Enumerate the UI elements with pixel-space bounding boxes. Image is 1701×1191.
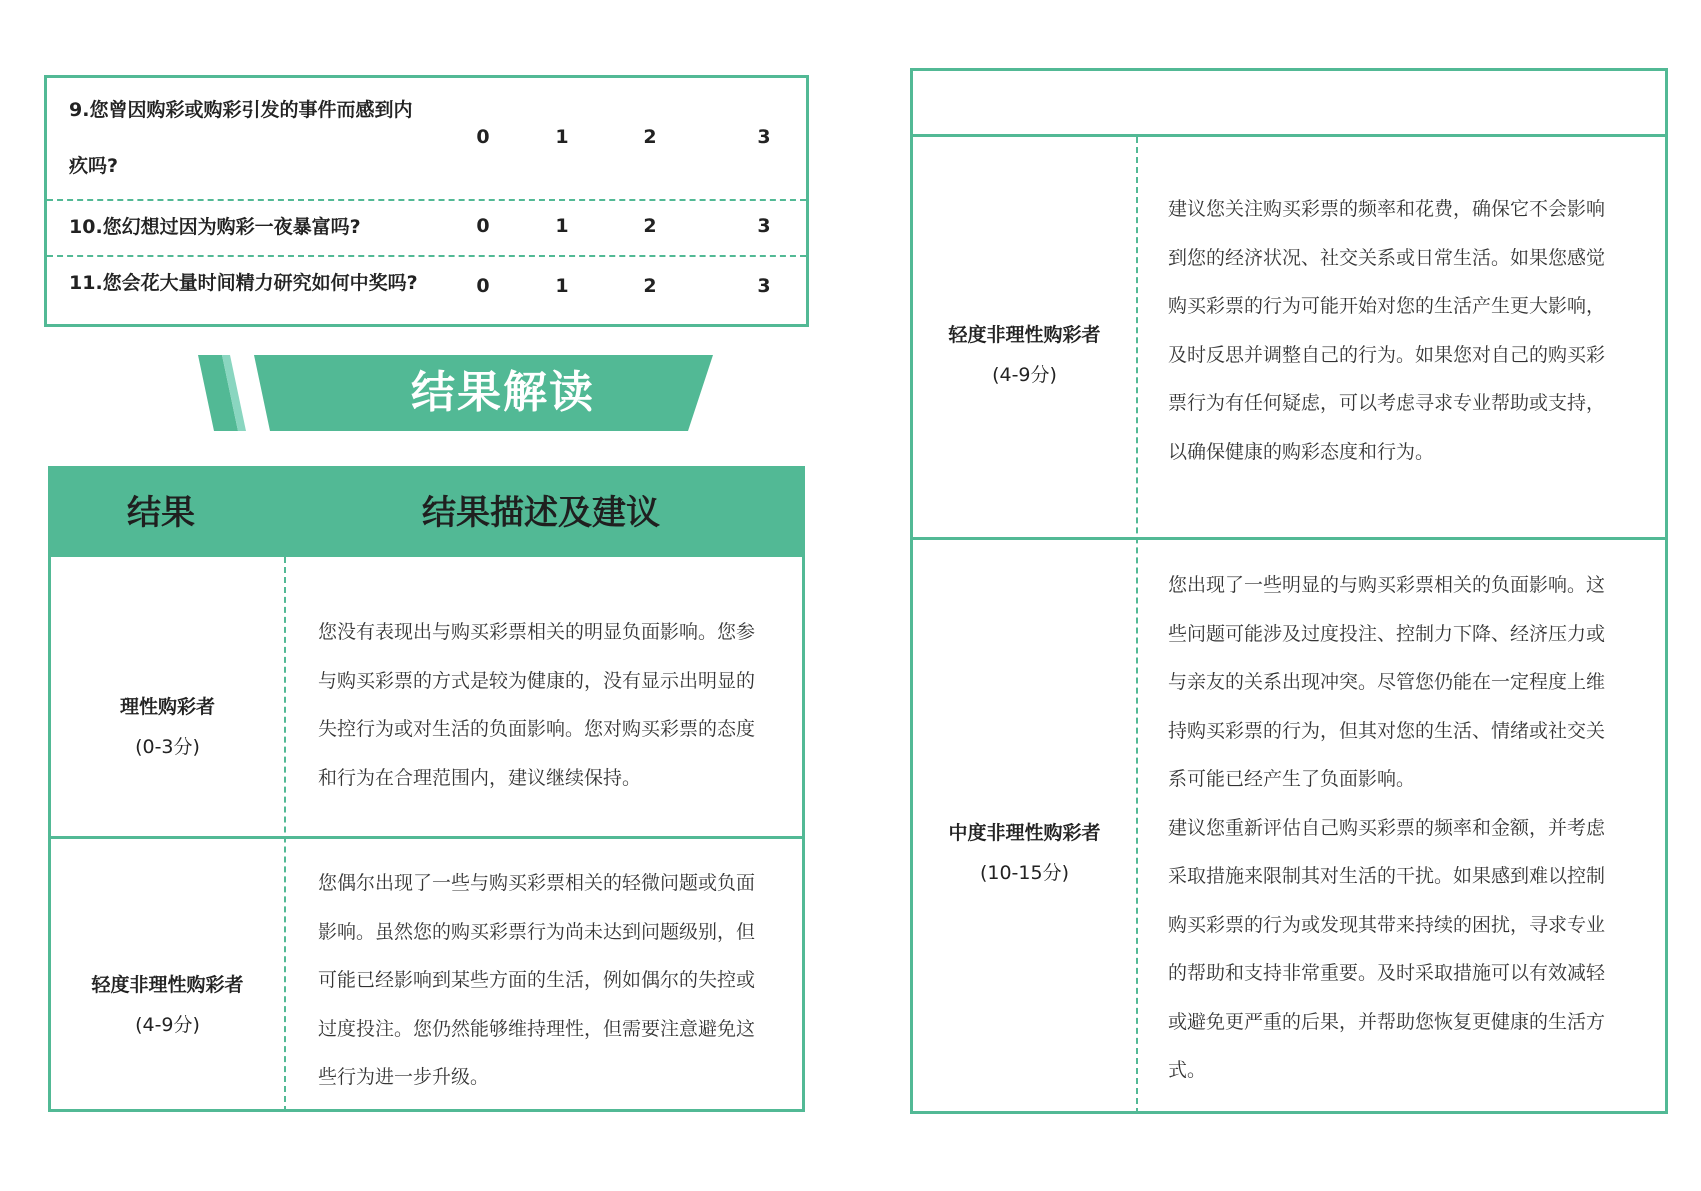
score-option: 3: [757, 215, 771, 237]
row-divider: [913, 537, 1665, 540]
score-option: 1: [555, 275, 569, 297]
result-name: 理性购彩者: [119, 696, 215, 718]
result-label: [51, 965, 284, 1045]
description-line: 您偶尔出现了一些与购买彩票相关的轻微问题或负面: [318, 872, 756, 894]
row-divider: [913, 134, 1665, 137]
score-option: 0: [476, 275, 490, 297]
score-option: 0: [476, 126, 490, 148]
description-line: 购买彩票的行为或发现其带来持续的困扰，寻求专业: [1168, 913, 1606, 936]
header-description: 结果描述及建议: [422, 493, 660, 533]
description-line: 到您的经济状况、社交关系或日常生活。如果您感觉: [1168, 246, 1606, 269]
section-banner: [198, 355, 718, 431]
result-name: 中度非理性购彩者: [948, 822, 1101, 844]
score-option: 1: [555, 126, 569, 148]
description-line: 失控行为或对生活的负面影响。您对购买彩票的态度: [318, 718, 756, 740]
description-line: 和行为在合理范围内，建议继续保持。: [318, 766, 642, 789]
description-line: 建议您关注购买彩票的频率和花费，确保它不会影响: [1168, 198, 1606, 220]
result-name: 轻度非理性购彩者: [91, 974, 244, 996]
result-description: [1168, 561, 1648, 1095]
description-line: 些行为进一步升级。: [318, 1066, 490, 1088]
header-result: 结果: [127, 493, 195, 533]
description-line: 购买彩票的行为可能开始对您的生活产生更大影响，: [1168, 295, 1606, 317]
results-table-continued: [910, 68, 1668, 1114]
result-range: (0-3分): [135, 736, 200, 758]
description-line: 票行为有任何疑虑，可以考虑寻求专业帮助或支持，: [1168, 392, 1606, 414]
score-option: 3: [757, 275, 771, 297]
question-row: [47, 78, 806, 201]
question-text: 9.您曾因购彩或购彩引发的事件而感到内: [69, 99, 413, 121]
results-table: [48, 466, 805, 1112]
result-range: (4-9分): [135, 1014, 200, 1036]
description-line: 与购买彩票的方式是较为健康的，没有显示出明显的: [318, 669, 756, 692]
score-option: 2: [643, 275, 657, 297]
result-description: [318, 608, 788, 802]
description-line: 您没有表现出与购买彩票相关的明显负面影响。您参: [318, 621, 756, 643]
result-range: (4-9分): [992, 364, 1057, 386]
column-divider: [284, 557, 286, 1112]
column-divider: [1136, 137, 1138, 1114]
result-label: [913, 813, 1136, 893]
question-text: 11.您会花大量时间精力研究如何中奖吗?: [69, 272, 418, 294]
question-row: [47, 255, 806, 325]
description-line: 过度投注。您仍然能够维持理性，但需要注意避免这: [318, 1017, 756, 1040]
score-option: 3: [757, 126, 771, 148]
description-line: 持购买彩票的行为，但其对您的生活、情绪或社交关: [1168, 719, 1606, 742]
description-line: 以确保健康的购彩态度和行为。: [1168, 440, 1435, 463]
description-line: 您出现了一些明显的与购买彩票相关的负面影响。这: [1168, 574, 1606, 596]
question-text: 10.您幻想过因为购彩一夜暴富吗?: [69, 216, 361, 238]
description-line: 与亲友的关系出现冲突。尽管您仍能在一定程度上维: [1168, 671, 1606, 693]
description-line: 些问题可能涉及过度投注、控制力下降、经济压力或: [1168, 622, 1606, 645]
result-range: (10-15分): [979, 862, 1070, 884]
score-option: 2: [643, 215, 657, 237]
banner-title: 结果解读: [411, 367, 595, 418]
score-option: 2: [643, 126, 657, 148]
result-label: [913, 315, 1136, 395]
description-line: 影响。虽然您的购买彩票行为尚未达到问题级别，但: [318, 920, 756, 943]
description-line: 式。: [1168, 1059, 1207, 1081]
results-table-header: [51, 469, 802, 557]
description-line: 可能已经影响到某些方面的生活，例如偶尔的失控或: [318, 969, 756, 991]
description-line: 的帮助和支持非常重要。及时采取措施可以有效减轻: [1168, 962, 1606, 984]
row-divider: [51, 836, 802, 839]
score-option: 1: [555, 215, 569, 237]
result-label: [51, 687, 284, 767]
description-line: 及时反思并调整自己的行为。如果您对自己的购买彩: [1168, 343, 1606, 366]
result-description: [318, 859, 788, 1102]
description-line: 系可能已经产生了负面影响。: [1168, 768, 1416, 790]
result-name: 轻度非理性购彩者: [948, 324, 1101, 346]
description-line: 或避免更严重的后果，并帮助您恢复更健康的生活方: [1168, 1010, 1606, 1033]
description-line: 采取措施来限制其对生活的干扰。如果感到难以控制: [1168, 865, 1606, 887]
question-table: [44, 75, 809, 327]
result-description: [1168, 185, 1648, 476]
description-line: 建议您重新评估自己购买彩票的频率和金额，并考虑: [1168, 816, 1606, 839]
question-text: 疚吗?: [69, 155, 119, 177]
score-option: 0: [476, 215, 490, 237]
question-row: [47, 199, 806, 257]
